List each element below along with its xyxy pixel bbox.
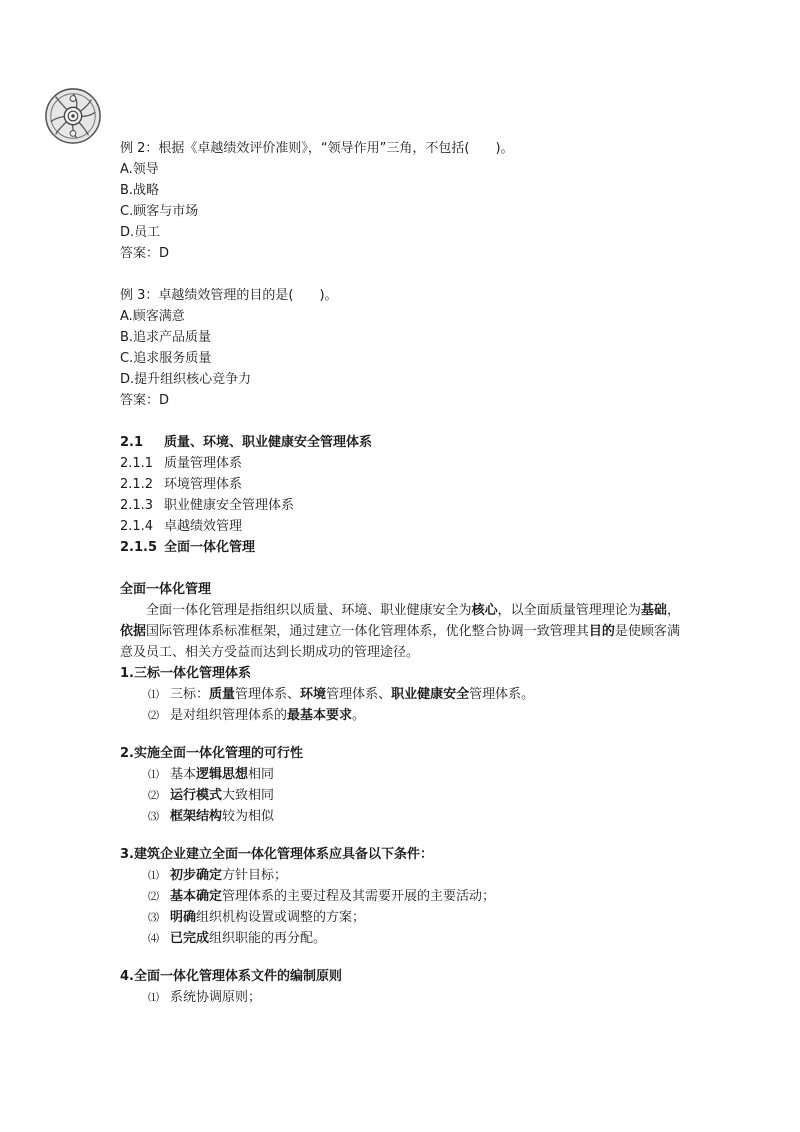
- subsection-item-current: [120, 537, 680, 558]
- definition-paragraph: 全面一体化管理是指组织以质量、环境、职业健康安全为核心，以全面质量管理理论为基础，依据国际管理体系标准框架，通过建立一体化管理体系，优化整合协调一致管理其目的是使顾客满意及员工、相关方受益而达到长期成功的管理途径。: [120, 603, 680, 660]
- subtopic-3-item-3: ⑶ 明确组织机构设置或调整的方案；: [148, 910, 366, 925]
- subtopic-2-item-3: ⑶ 框架结构较为相似: [148, 809, 275, 824]
- subsection-title: 职业健康安全管理体系: [164, 498, 295, 513]
- subtopic-1-item-1: ⑴ 三标：质量管理体系、环境管理体系、职业健康安全管理体系。: [148, 687, 535, 702]
- subsection-title: 全面一体化管理: [164, 540, 256, 555]
- spiral-logo-icon: [44, 87, 102, 145]
- subsection-number: 2.1.3: [120, 498, 154, 513]
- subtopic-4-title: 4.全面一体化管理体系文件的编制原则: [120, 969, 342, 984]
- subsection-number: 2.1.2: [120, 477, 154, 492]
- document-content: [120, 138, 680, 1008]
- example-3-option-c: C.追求服务质量: [120, 351, 212, 366]
- example-2-question: 例 2：根据《卓越绩效评价准则》，“领导作用”三角，不包括( )。: [120, 141, 514, 156]
- example-2-option-d: D.员工: [120, 225, 161, 240]
- example-2-option-c: C.顾客与市场: [120, 204, 199, 219]
- subtopic-1-title: 1.三标一体化管理体系: [120, 666, 251, 681]
- example-2-answer: 答案：D: [120, 246, 170, 261]
- subsection-title: 卓越绩效管理: [164, 519, 243, 534]
- subtopic-2-item-2: ⑵ 运行模式大致相同: [148, 788, 275, 803]
- subtopic-4-item-1: ⑴ 系统协调原则；: [148, 990, 262, 1005]
- subtopic-3-title: 3.建筑企业建立全面一体化管理体系应具备以下条件：: [120, 847, 433, 862]
- subsection-title: 质量管理体系: [164, 456, 243, 471]
- subsection-item: [120, 453, 680, 474]
- subtopic-3-item-1: ⑴ 初步确定方针目标；: [148, 868, 288, 883]
- subsection-title: 环境管理体系: [164, 477, 243, 492]
- subsection-item: [120, 516, 680, 537]
- subsection-item: [120, 474, 680, 495]
- subtopic-3-item-4: ⑷ 已完成组织职能的再分配。: [148, 931, 327, 946]
- section-number: 2.1: [120, 435, 144, 450]
- subtopic-3-item-2: ⑵ 基本确定管理体系的主要过程及其需要开展的主要活动；: [148, 889, 496, 904]
- example-2-option-b: B.战略: [120, 183, 160, 198]
- subsection-item: [120, 495, 680, 516]
- subtopic-2-title: 2.实施全面一体化管理的可行性: [120, 746, 303, 761]
- topic-title: 全面一体化管理: [120, 582, 212, 597]
- example-3-question: 例 3：卓越绩效管理的目的是( )。: [120, 288, 338, 303]
- example-3-option-b: B.追求产品质量: [120, 330, 212, 345]
- subsection-number: 2.1.1: [120, 456, 154, 471]
- example-3-answer: 答案：D: [120, 393, 170, 408]
- subsection-number: 2.1.5: [120, 540, 158, 555]
- example-3-option-a: A.顾客满意: [120, 309, 185, 324]
- section-title: 质量、环境、职业健康安全管理体系: [164, 435, 373, 450]
- subtopic-2-item-1: ⑴ 基本逻辑思想相同: [148, 767, 275, 782]
- subtopic-1-item-2: ⑵ 是对组织管理体系的最基本要求。: [148, 708, 366, 723]
- section-heading: [120, 432, 680, 453]
- example-3-option-d: D.提升组织核心竞争力: [120, 372, 252, 387]
- subsection-number: 2.1.4: [120, 519, 154, 534]
- example-2-option-a: A.领导: [120, 162, 159, 177]
